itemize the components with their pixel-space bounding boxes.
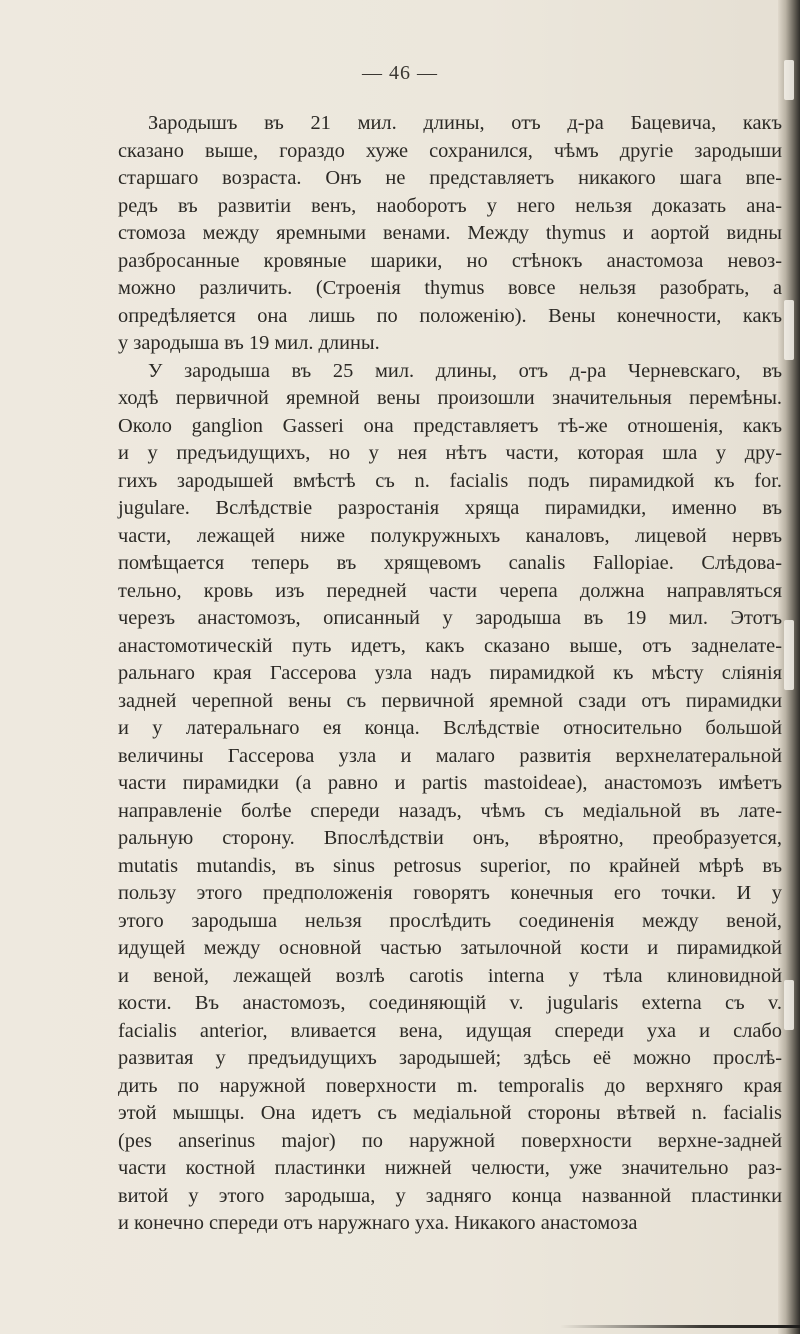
text-line: части костной пластинки нижней челюсти, уже значительно раз- [118,1157,782,1179]
text-line: ральную сторону. Впослѣдствіи онъ, вѣроятно, преобразуется, [118,827,782,849]
text-line: редъ въ развитіи венъ, наоборотъ у него нельзя доказать ана- [118,194,782,217]
text-line: mutatis mutandis, въ sinus petrosus superior, по крайней мѣрѣ въ [118,854,782,877]
text-line: тельно, кровь изъ передней части черепа должна направляться [118,579,782,602]
text-line: задней черепной вены съ первичной яремной сзади отъ пирамидки [118,689,782,712]
text-line: и у предъидущихъ, но у нея нѣтъ части, которая шла у дру- [118,442,782,464]
text-line: и конечно спереди отъ наружнаго уха. Никакого анастомоза [118,1212,638,1234]
text-line: facialis anterior, вливается вена, идущая спереди уха и слабо [118,1019,782,1042]
text-line: пользу этого предположенія говорятъ конечныя его точки. И у [118,882,782,904]
edge-highlight [784,620,794,690]
text-line: ральнаго края Гассерова узла надъ пирамидкой къ мѣсту сліянія [118,662,782,684]
text-line: кости. Въ анастомозъ, соединяющій v. jugularis externa съ v. [118,992,782,1014]
text-line: можно различить. (Строенія thymus вовсе нельзя разобрать, а [118,277,782,299]
text-line: направленіе болѣе спереди назадъ, чѣмъ съ медіальной въ лате- [118,799,782,822]
edge-highlight [784,300,794,360]
text-line: ходѣ первичной яремной вены произошли значительныя перемѣны. [118,387,782,409]
text-line: идущей между основной частью затылочной кости и пирамидкой [118,937,782,959]
text-line: сказано выше, гораздо хуже сохранился, чѣмъ другіе зародыши [118,139,782,162]
text-line: части, лежащей ниже полукружныхъ каналовъ, лицевой нервъ [118,524,782,547]
text-line: jugulare. Вслѣдствіе разростанія хряща пирамидки, именно въ [118,497,782,519]
text-line: и веной, лежащей возлѣ carotis interna у тѣла клиновидной [118,964,782,987]
text-line: Зародышъ въ 21 мил. длины, отъ д-ра Бацевича, какъ [148,112,782,134]
edge-highlight [784,980,794,1030]
page-number: — 46 — [362,62,438,84]
text-line: у зародыша въ 19 мил. длины. [118,332,380,354]
text-line: этого зародыша нельзя прослѣдить соединенія между веной, [118,909,782,932]
text-line: помѣщается теперь въ хрящевомъ canalis Falloріае. Слѣдова- [118,552,782,574]
text-line: разбросанные кровяные шарики, но стѣнокъ анастомоза невоз- [118,249,782,272]
text-line: части пирамидки (а равно и partis mastoideae), анастомозъ имѣетъ [118,772,782,794]
text-line: стомоза между яремными венами. Между thymus и аортой видны [118,222,782,244]
text-line: величины Гассерова узла и малаго развитія верхнелатеральной [118,744,782,767]
text-line: (pes anserinus major) по наружной поверхности верхне-задней [118,1129,782,1152]
text-line: старшаго возраста. Онъ не представляетъ никакого шага впе- [118,167,782,189]
text-line: опредѣляется она лишь по положенію). Вены конечности, какъ [118,304,782,327]
text-line: развитая у предъидущихъ зародышей; здѣсь её можно прослѣ- [118,1047,782,1069]
text-line: этой мышцы. Она идетъ съ медіальной стороны вѣтвей n. facialis [118,1102,782,1124]
text-line: Около ganglion Gasseri она представляетъ тѣ-же отношенія, какъ [118,414,782,437]
text-line: гихъ зародышей вмѣстѣ съ n. facialis подъ пирамидкой къ for. [118,469,782,492]
text-line: и у латеральнаго ея конца. Вслѣдствіе относительно большой [118,717,782,739]
text-line: черезъ анастомозъ, описанный у зародыша въ 19 мил. Этотъ [118,607,782,629]
page-bottom-edge [560,1325,800,1328]
text-line: У зародыша въ 25 мил. длины, отъ д-ра Черневскаго, въ [148,359,782,382]
text-line: анастомотическій путь идетъ, какъ сказано выше, отъ заднелате- [118,634,782,657]
body-text [118,110,782,1238]
text-line: дить по наружной поверхности m. temporalis до верхняго края [118,1074,782,1097]
text-line: витой у этого зародыша, у задняго конца названной пластинки [118,1184,782,1207]
